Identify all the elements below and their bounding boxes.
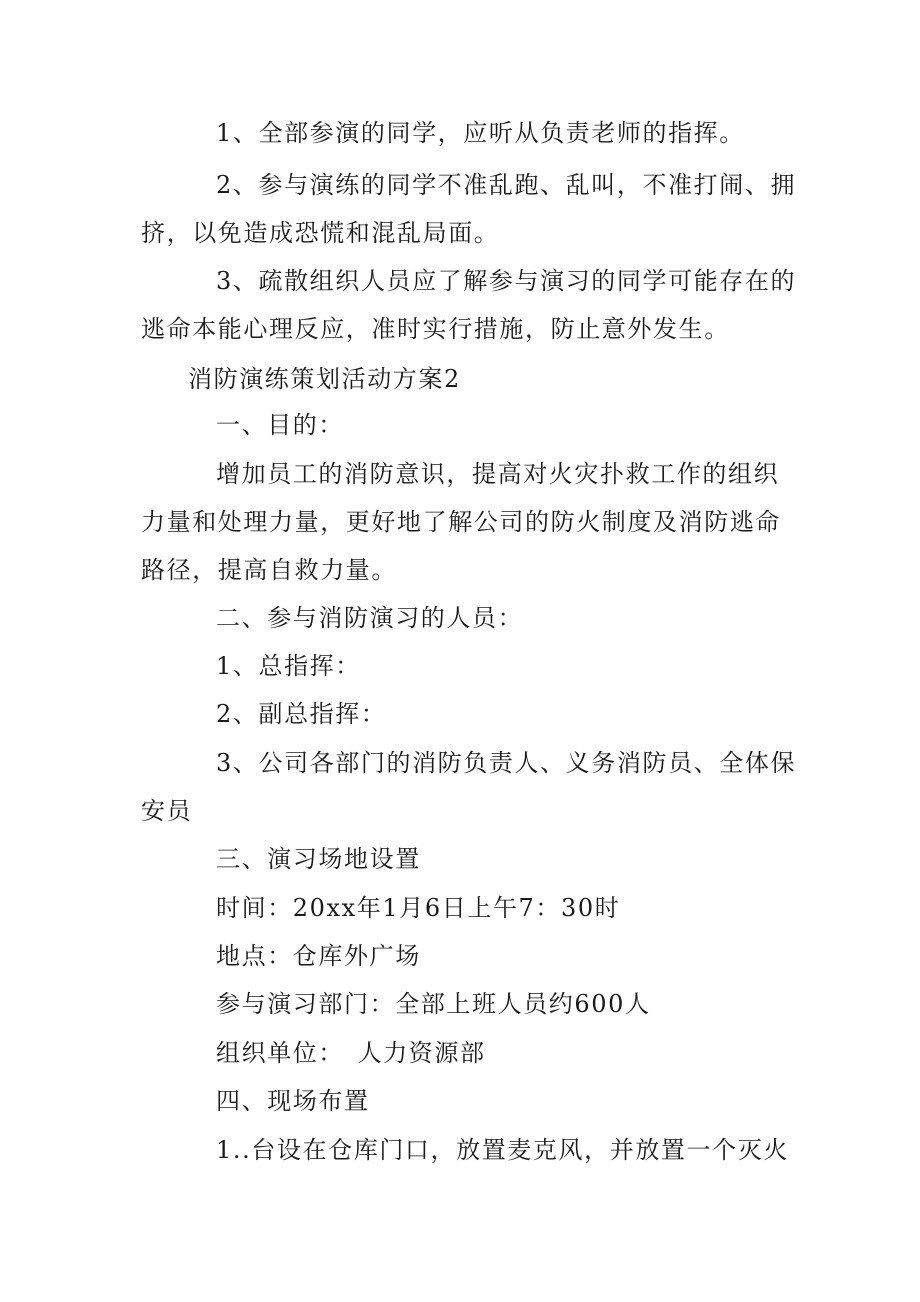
- section-title: 消防演练策划活动方案2: [188, 365, 461, 393]
- paragraph-layout-1: 1..台设在仓库门口，放置麦克风，并放置一个灭火: [216, 1136, 789, 1164]
- item-deputy-commander: 2、副总指挥：: [216, 700, 387, 728]
- paragraph-rule-3-cont: 逃命本能心理反应，准时实行措施，防止意外发生。: [141, 315, 730, 343]
- detail-organizer: 组织单位： 人力资源部: [216, 1039, 486, 1067]
- item-chief-commander: 1、总指挥：: [216, 652, 361, 680]
- item-department-staff: 3、公司各部门的消防负责人、义务消防员、全体保: [216, 749, 797, 777]
- heading-site-layout: 四、现场布置: [216, 1087, 370, 1115]
- detail-location: 地点：仓库外广场: [216, 942, 421, 970]
- detail-time: 时间：20xx年1月6日上午7：30时: [216, 894, 621, 922]
- paragraph-rule-2-cont: 挤，以免造成恐慌和混乱局面。: [141, 219, 500, 247]
- paragraph-purpose-cont-1: 力量和处理力量，更好地了解公司的防火制度及消防逃命: [141, 508, 781, 536]
- heading-venue-setup: 三、演习场地设置: [216, 845, 421, 873]
- detail-departments: 参与演习部门：全部上班人员约600人: [216, 990, 651, 1018]
- paragraph-rule-3: 3、疏散组织人员应了解参与演习的同学可能存在的: [216, 267, 797, 295]
- paragraph-purpose: 增加员工的消防意识，提高对火灾扑救工作的组织: [216, 460, 780, 488]
- item-department-staff-cont: 安员: [141, 797, 193, 825]
- heading-participants: 二、参与消防演习的人员：: [216, 604, 524, 632]
- paragraph-rule-2: 2、参与演练的同学不准乱跑、乱叫，不准打闹、拥: [216, 171, 797, 199]
- paragraph-purpose-cont-2: 路径，提高自救力量。: [141, 556, 397, 584]
- heading-purpose: 一、目的：: [216, 411, 344, 439]
- paragraph-rule-1: 1、全部参演的同学，应听从负责老师的指挥。: [216, 119, 745, 147]
